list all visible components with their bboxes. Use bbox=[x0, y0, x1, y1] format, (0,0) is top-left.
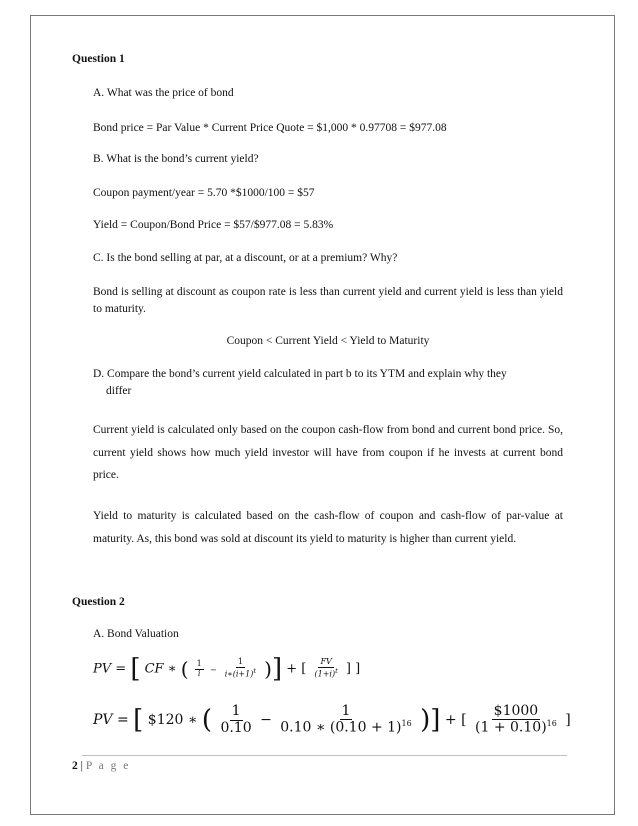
q1-c-relation: Coupon < Current Yield < Yield to Maturity bbox=[226, 335, 430, 347]
q1-a-answer: Bond price = Par Value * Current Price Quote = $1,000 * 0.97708 = $977.08 bbox=[93, 122, 447, 134]
formula-pv: PV bbox=[93, 661, 112, 677]
q1-c-answer: Bond is selling at discount as coupon rate is less than current yield and current yield is less than yield to maturity. bbox=[93, 286, 563, 315]
footer-separator: | bbox=[80, 760, 83, 772]
formula-cf: CF bbox=[144, 661, 164, 677]
q2-a-label: A. Bond Valuation bbox=[93, 628, 179, 640]
q1-b-answer-yield: Yield = Coupon/Bond Price = $57/$977.08 = 5.83% bbox=[93, 219, 334, 231]
numeric-cf: $120 bbox=[147, 712, 184, 729]
q1-c-question: C. Is the bond selling at par, at a discount, or at a premium? Why? bbox=[93, 252, 398, 264]
q1-d-answer-ytm: Yield to maturity is calculated based on the cash-flow of coupon and cash-flow of par-value at maturity. As, this bond was sold at discount its yield to maturity is higher than current yield. bbox=[93, 510, 563, 545]
q1-a-question: A. What was the price of bond bbox=[93, 87, 234, 99]
q1-b-question: B. What is the bond’s current yield? bbox=[93, 153, 259, 165]
q1-d-answer-current-yield: Current yield is calculated only based on the coupon cash-flow from bond and current bond price. So, current yield shows how much yield investor will have from coupon if he invests at current bond price. bbox=[93, 424, 563, 481]
q1-b-answer-coupon: Coupon payment/year = 5.70 *$1000/100 = $57 bbox=[93, 187, 315, 199]
page-footer bbox=[72, 760, 130, 772]
footer-divider bbox=[82, 755, 567, 756]
q1-d-question-line2: differ bbox=[106, 385, 132, 397]
page-number: 2 bbox=[72, 760, 78, 772]
question1-heading: Question 1 bbox=[72, 53, 125, 65]
page-word: P a g e bbox=[85, 760, 131, 772]
numeric-pv: PV bbox=[93, 712, 113, 729]
bond-valuation-formula: PV = [ CF ∗ ( $\frac{1}{i}$ − $\frac{1}{i∗(i+1)^t}$ )] + [ $\frac{FV}{(1+i)^t}$ ] ] bbox=[93, 654, 361, 684]
question2-heading: Question 2 bbox=[72, 596, 125, 608]
bond-valuation-numeric: PV = [ $120 ∗ ( $\frac{1}{0.10}$ − $\frac{1}{0.10 ∗ (0.10 + 1)^{16}}$ )] + [ $\frac{\$1000}{(1 + 0.10)^{16}}$ ] bbox=[93, 703, 571, 737]
formula-trailing-bracket: ] bbox=[355, 661, 361, 677]
q1-d-question-line1: D. Compare the bond’s current yield calculated in part b to its YTM and explain why they bbox=[93, 368, 507, 380]
